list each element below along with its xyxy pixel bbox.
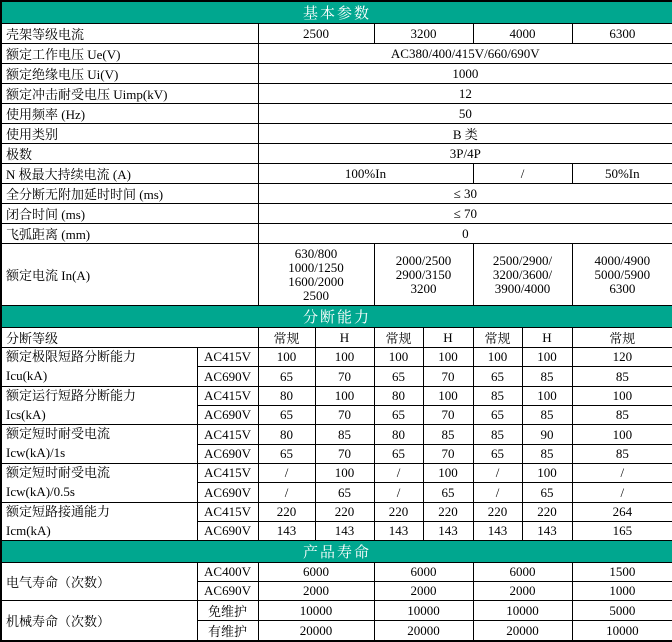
value-cell: 85 [572, 406, 672, 425]
insulation-voltage-label: 额定绝缘电压 Ui(V) [1, 64, 258, 84]
icw1s-ac415-row [1, 425, 672, 444]
value-cell: 100 [315, 348, 374, 367]
frequency-label: 使用频率 (Hz) [1, 104, 258, 124]
value-cell: / [572, 464, 672, 483]
closing-time-row [1, 204, 672, 224]
break-time-value: ≤ 30 [258, 184, 672, 204]
value-cell: 20000 [258, 621, 374, 642]
value-cell: 20000 [473, 621, 572, 642]
voltage-cell: AC415V [197, 348, 258, 367]
icw05s-ac415-row [1, 464, 672, 483]
grade-cell: 常规 [572, 328, 672, 348]
rated-current-line: 3200/3600/ [492, 266, 553, 282]
electrical-life-label: 电气寿命（次数） [1, 563, 197, 601]
impulse-voltage-row [1, 84, 672, 104]
rated-current-label: 额定电流 In(A) [1, 244, 258, 306]
voltage-cell: AC690V [197, 522, 258, 541]
poles-label: 极数 [1, 144, 258, 164]
value-cell: 85 [522, 367, 572, 386]
ics-label [1, 386, 197, 425]
icm-label-line1: 额定短路接通能力 [6, 503, 111, 519]
rated-current-line: 4000/4900 [594, 252, 651, 268]
section-breaking-header-row [1, 306, 672, 328]
value-cell: 65 [258, 367, 315, 386]
value-cell: / [572, 483, 672, 502]
value-cell: 100 [473, 348, 522, 367]
frame-current-2500: 2500 [258, 24, 374, 44]
frame-current-3200: 3200 [374, 24, 473, 44]
value-cell: 100 [522, 348, 572, 367]
closing-time-label: 闭合时间 (ms) [1, 204, 258, 224]
value-cell: / [473, 483, 522, 502]
value-cell: 100 [522, 464, 572, 483]
value-cell: 70 [423, 406, 473, 425]
n-pole-value-3: 50%In [572, 164, 672, 184]
value-cell: 220 [473, 502, 522, 521]
value-cell: 10000 [572, 621, 672, 642]
sub-label-cell: 免维护 [197, 601, 258, 621]
value-cell: 220 [423, 502, 473, 521]
voltage-cell: AC415V [197, 502, 258, 521]
value-cell: 85 [423, 425, 473, 444]
arc-distance-label: 飞弧距离 (mm) [1, 224, 258, 244]
icu-ac415-row [1, 348, 672, 367]
value-cell: 65 [374, 367, 423, 386]
insulation-voltage-row [1, 64, 672, 84]
value-cell: 2000 [374, 582, 473, 601]
rated-current-line: 2900/3150 [395, 266, 452, 282]
value-cell: 2000 [258, 582, 374, 601]
grade-cell: 常规 [258, 328, 315, 348]
value-cell: 65 [423, 483, 473, 502]
icw05s-label [1, 464, 197, 503]
value-cell: 85 [522, 444, 572, 463]
frame-current-6300: 6300 [572, 24, 672, 44]
voltage-cell: AC415V [197, 386, 258, 405]
frame-current-row [1, 24, 672, 44]
value-cell: 165 [572, 522, 672, 541]
rated-current-row [1, 244, 672, 306]
voltage-cell: AC690V [197, 367, 258, 386]
n-pole-current-label: N 极最大持续电流 (A) [1, 164, 258, 184]
voltage-cell: AC415V [197, 425, 258, 444]
icw05s-label-line2: Icw(kA)/0.5s [6, 483, 75, 499]
value-cell: 85 [572, 367, 672, 386]
icw1s-label [1, 425, 197, 464]
voltage-cell: AC690V [197, 444, 258, 463]
rated-current-line: 1000/1250 [288, 259, 344, 275]
breaking-grade-label: 分断等级 [1, 328, 258, 348]
value-cell: 6000 [374, 563, 473, 582]
value-cell: 6000 [473, 563, 572, 582]
value-cell: 143 [374, 522, 423, 541]
value-cell: / [374, 483, 423, 502]
value-cell: 10000 [374, 601, 473, 621]
value-cell: 143 [473, 522, 522, 541]
frequency-value: 50 [258, 104, 672, 124]
icu-label [1, 348, 197, 387]
rated-current-line: 2000/2500 [395, 252, 452, 268]
value-cell: 220 [374, 502, 423, 521]
value-cell: 100 [522, 386, 572, 405]
value-cell: 100 [572, 386, 672, 405]
value-cell: 65 [522, 483, 572, 502]
value-cell: 65 [258, 444, 315, 463]
value-cell: 10000 [473, 601, 572, 621]
value-cell: 5000 [572, 601, 672, 621]
value-cell: 65 [258, 406, 315, 425]
rated-voltage-value: AC380/400/415V/660/690V [258, 44, 672, 64]
value-cell: 85 [315, 425, 374, 444]
value-cell: 100 [423, 348, 473, 367]
value-cell: 65 [315, 483, 374, 502]
value-cell: 85 [522, 406, 572, 425]
section-basic-header-row [1, 1, 672, 24]
value-cell: 65 [473, 444, 522, 463]
value-cell: 6000 [258, 563, 374, 582]
icm-ac415-row [1, 502, 672, 521]
mechanical-life-maintfree-row [1, 601, 672, 621]
ics-ac415-row [1, 386, 672, 405]
mechanical-life-label: 机械寿命（次数） [1, 601, 197, 642]
icm-label [1, 502, 197, 541]
value-cell: 264 [572, 502, 672, 521]
grade-cell: H [423, 328, 473, 348]
rated-current-line: 3900/4000 [494, 280, 551, 296]
icm-label-line2: Icm(kA) [6, 522, 51, 538]
value-cell: 100 [258, 348, 315, 367]
value-cell: 143 [315, 522, 374, 541]
rated-voltage-row [1, 44, 672, 64]
electrical-life-ac400-row [1, 563, 672, 582]
rated-current-line: 5000/5900 [594, 266, 651, 282]
rated-current-2500 [258, 244, 374, 306]
value-cell: 80 [374, 386, 423, 405]
value-cell: / [374, 464, 423, 483]
grade-cell: 常规 [473, 328, 522, 348]
section-life-title: 产品寿命 [1, 541, 672, 563]
utilization-category-label: 使用类别 [1, 124, 258, 144]
frame-current-label: 壳架等级电流 [1, 24, 258, 44]
sub-label-cell: AC400V [197, 563, 258, 582]
ics-label-line2: Ics(kA) [6, 406, 46, 422]
rated-current-4000 [473, 244, 572, 306]
value-cell: 100 [315, 386, 374, 405]
n-pole-current-row [1, 164, 672, 184]
grade-cell: H [522, 328, 572, 348]
rated-current-line: 6300 [609, 280, 636, 296]
value-cell: 85 [473, 425, 522, 444]
value-cell: 70 [315, 367, 374, 386]
poles-row [1, 144, 672, 164]
rated-current-line: 630/800 [294, 245, 338, 261]
closing-time-value: ≤ 70 [258, 204, 672, 224]
rated-current-line: 2500 [303, 287, 329, 303]
rated-current-3200 [374, 244, 473, 306]
voltage-cell: AC415V [197, 464, 258, 483]
icw1s-label-line1: 额定短时耐受电流 [6, 426, 111, 442]
icw1s-label-line2: Icw(kA)/1s [6, 445, 66, 461]
value-cell: 143 [522, 522, 572, 541]
value-cell: 220 [522, 502, 572, 521]
value-cell: 2000 [473, 582, 572, 601]
value-cell: 100 [315, 464, 374, 483]
value-cell: 143 [423, 522, 473, 541]
utilization-category-row [1, 124, 672, 144]
voltage-cell: AC690V [197, 483, 258, 502]
section-breaking-title: 分断能力 [1, 306, 672, 328]
break-time-label: 全分断无附加延时时间 (ms) [1, 184, 258, 204]
icu-label-line2: Icu(kA) [6, 367, 48, 383]
value-cell: 100 [374, 348, 423, 367]
value-cell: / [258, 464, 315, 483]
value-cell: 80 [258, 386, 315, 405]
value-cell: 70 [423, 367, 473, 386]
value-cell: / [473, 464, 522, 483]
frequency-row [1, 104, 672, 124]
value-cell: 70 [423, 444, 473, 463]
breaking-grade-row [1, 328, 672, 348]
arc-distance-value: 0 [258, 224, 672, 244]
impulse-voltage-label: 额定冲击耐受电压 Uimp(kV) [1, 84, 258, 104]
value-cell: 1500 [572, 563, 672, 582]
n-pole-value-1: 100%In [258, 164, 473, 184]
value-cell: 85 [572, 444, 672, 463]
value-cell: 143 [258, 522, 315, 541]
voltage-cell: AC690V [197, 406, 258, 425]
icu-label-line1: 额定极限短路分断能力 [6, 349, 137, 364]
value-cell: 1000 [572, 582, 672, 601]
icw05s-label-line1: 额定短时耐受电流 [6, 465, 111, 481]
value-cell: 90 [522, 425, 572, 444]
value-cell: 65 [473, 367, 522, 386]
value-cell: 65 [473, 406, 522, 425]
arc-distance-row [1, 224, 672, 244]
section-basic-title: 基本参数 [1, 1, 672, 24]
value-cell: 65 [374, 444, 423, 463]
poles-value: 3P/4P [258, 144, 672, 164]
value-cell: 20000 [374, 621, 473, 642]
value-cell: 100 [572, 425, 672, 444]
rated-current-line: 3200 [410, 280, 437, 296]
value-cell: 85 [473, 386, 522, 405]
value-cell: 70 [315, 444, 374, 463]
utilization-category-value: B 类 [258, 124, 672, 144]
insulation-voltage-value: 1000 [258, 64, 672, 84]
value-cell: 65 [374, 406, 423, 425]
section-life-header-row [1, 541, 672, 563]
frame-current-4000: 4000 [473, 24, 572, 44]
n-pole-value-2: / [473, 164, 572, 184]
rated-current-line: 2500/2900/ [492, 252, 553, 268]
sub-label-cell: 有维护 [197, 621, 258, 642]
value-cell: 80 [258, 425, 315, 444]
rated-current-line: 1600/2000 [288, 273, 344, 289]
value-cell: 80 [374, 425, 423, 444]
value-cell: 10000 [258, 601, 374, 621]
break-time-row [1, 184, 672, 204]
impulse-voltage-value: 12 [258, 84, 672, 104]
ics-label-line1: 额定运行短路分断能力 [6, 387, 137, 403]
value-cell: 120 [572, 348, 672, 367]
rated-current-6300 [572, 244, 672, 306]
value-cell: / [258, 483, 315, 502]
value-cell: 220 [315, 502, 374, 521]
value-cell: 220 [258, 502, 315, 521]
grade-cell: H [315, 328, 374, 348]
rated-voltage-label: 额定工作电压 Ue(V) [1, 44, 258, 64]
grade-cell: 常规 [374, 328, 423, 348]
value-cell: 100 [423, 386, 473, 405]
sub-label-cell: AC690V [197, 582, 258, 601]
value-cell: 100 [423, 464, 473, 483]
value-cell: 70 [315, 406, 374, 425]
